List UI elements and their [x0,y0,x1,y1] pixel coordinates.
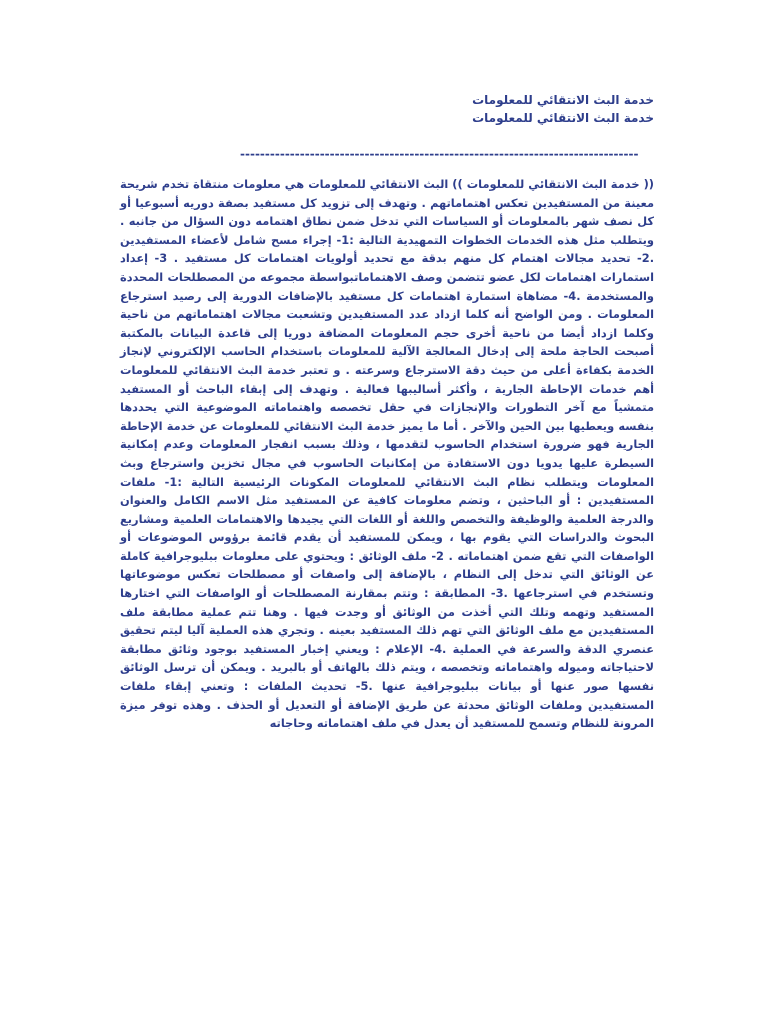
document-content [120,91,654,733]
article-body: (( خدمة البث الانتقائي للمعلومات )) البث الانتقائي للمعلومات هي معلومات منتقاة تخدم شريحة معينة من المستفيدين تعكس اهتماماتهم . وتهدف إلى تزويد كل مستفيد بصفة دوريه أسبوعيا أو كل نصف شهر بالمعلومات أو السياسات التي تدخل ضمن نطاق اهتمامه دون السؤال من جانبه . ويتطلب مثل هذه الخدمات الخطوات التمهيدية التالية :1- إجراء مسح شامل لأعضاء المستفيدين .2- تحديد مجالات اهتمام كل منهم بدقة مع تحديد أولويات اهتمامات كل مستفيد . 3- إعداد استمارات اهتمامات لكل عضو تتضمن وصف الاهتماماتبواسطة مجموعه من المصطلحات المحددة والمستخدمة .4- مضاهاة استمارة اهتمامات كل مستفيد بالإضافات الدورية إلى رصيد استرجاع المعلومات . ومن الواضح أنه كلما ازداد عدد المستفيدين وتشعبت مجالات اهتماماتهم من ناحية وكلما ازداد أيضا من ناحية أخرى حجم المعلومات المضافة دوريا إلى قاعدة البيانات بالمكتبة أصبحت الحاجة ملحة إلى إدخال المعالجة الآلية للمعلومات باستخدام الحاسب الإلكتروني لإنجاز الخدمة بكفاءة أعلى من حيث دقة الاسترجاع وسرعته . و تعتبر خدمة البث الانتقائي للمعلومات أهم خدمات الإحاطة الجارية ، وأكثر أساليبها فعالية . وتهدف إلى إبقاء الباحث أو المستفيد متمشياً مع آخر التطورات والإنجازات في حقل تخصصه واهتماماته الموضوعية التي يحددها بنفسه ويعطيها بين الحين والآخر . أما ما يميز خدمة البث الانتقائي للمعلومات عن خدمة الإحاطة الجارية فهو ضرورة استخدام الحاسوب لتقدمها ، وذلك بسبب انفجار المعلومات وعدم إمكانية السيطرة عليها يدويا دون الاستفادة من إمكانيات الحاسوب في مجال تخزين واسترجاع وبث المعلومات ويتطلب نظام البث الانتقائي للمعلومات المكونات الرئيسية التالية :1- ملفات المستفيدين : أو الباحثين ، وتضم معلومات كافية عن المستفيد مثل الاسم الكامل والعنوان والدرجة العلمية والوظيفة والتخصص واللغة أو اللغات التي يجيدها والاهتمامات العلمية ومشاريع البحوث والدراسات التي يقوم بها ، ويمكن للمستفيد أن يقدم قائمة برؤوس الموضوعات أو الواصفات التي تقع ضمن اهتماماته . 2- ملف الوثائق : ويحتوي على معلومات ببليوجرافية كاملة عن الوثائق التي تدخل إلى النظام ، بالإضافة إلى واصفات أو مصطلحات تعكس موضوعاتها وتستخدم في استرجاعها .3- المطابقة : وتتم بمقارنة المصطلحات أو الواصفات التي اختارها المستفيد وتهمه وتلك التي أخذت من الوثائق أو وجدت فيها . وهنا تتم عملية مطابقة ملف المستفيدين مع ملف الوثائق التي تهم ذلك المستفيد بعينه . وتجري هذه العملية آليا ليتم تحقيق عنصري الدقة والسرعة في العملية .4- الإعلام : ويعني إخبار المستفيد بوجود وثائق مطابقة لاحتياجاته وميوله واهتماماته وتخصصه ، ويتم ذلك بالهاتف أو بالبريد . ويمكن أن ترسل الوثائق نفسها صور عنها أو بيانات ببليوجرافية عنها .5- تحديث الملفات : وتعني إبقاء ملفات المستفيدين وملفات الوثائق محدثة عن طريق الإضافة أو التعديل أو الحذف . وهذه توفر ميزة المرونة للنظام وتسمح للمستفيد أن يعدل في ملف اهتماماته وحاجاته [120,177,655,731]
document-title: خدمة البث الانتقائي للمعلومات [472,93,654,107]
separator-line: -------------------------------------------------------------------------------- [240,147,639,161]
document-title-repeat: خدمة البث الانتقائي للمعلومات [472,111,654,125]
